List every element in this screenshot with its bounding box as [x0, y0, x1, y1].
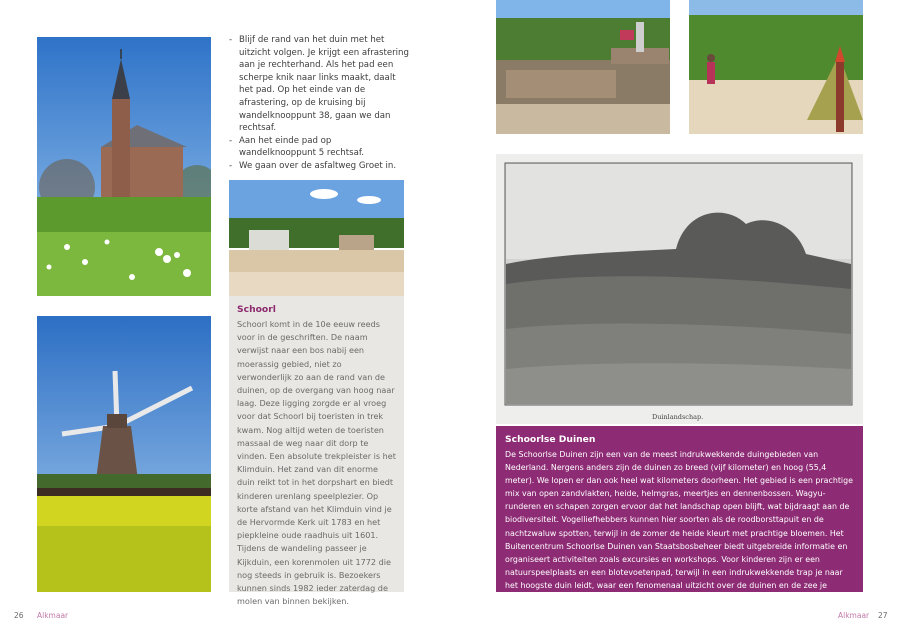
footer-label-left: Alkmaar	[37, 611, 69, 620]
dunes-title: Schoorlse Duinen	[505, 434, 596, 445]
schoorl-text: Schoorl komt in de 10e eeuw reeds voor in de geschriften. De naam verwijst naar een bos nabij een moerassig gebied, niet zo verwonderlijk zo aan de rand van de duinen, op de overgang van hoog naar laag. Deze ligging zorgde er al vroeg voor dat Schoorl bij toeristen in trek kwam. Nog altijd weten de toeristen massaal de weg naar dit dorp te vinden. Een absolute trekpleister is het Klimduin. Het zand van dit enorme duin reikt tot in het dorpshart en biedt kinderen urenlang speelplezier. Op korte afstand van het Klimduin vind je de Hervormde Kerk uit 1783 en het piepkleine oude raadhuis uit 1601. Tijdens de wandeling passeer je Kijkduin, een korenmolen uit 1772 die nog steeds in gebruik is. Bezoekers kunnen sinds 1982 ieder zaterdag de molen van binnen bekijken.	[237, 319, 396, 607]
playground-photo	[496, 0, 670, 134]
klimduin-photo	[229, 180, 404, 296]
direction-item: - We gaan over de asfaltweg Groet in.	[229, 160, 409, 173]
direction-list	[229, 34, 409, 173]
photo-caption: Duinlandschap.	[652, 413, 704, 421]
dunes-box	[496, 426, 863, 604]
dunes-text: De Schoorlse Duinen zijn een van de meest indrukwekkende duingebieden van Nederland. Nergens anders zijn de duinen zo breed (vijf kilometer) en hoog (55,4 meter). We lopen er dan ook heel wat kilometers doorheen. Het gebied is een prachtige mix van open zandvlakten, heide, helmgras, meertjes en dennenbossen. Wagyu-runderen en schapen zorgen ervoor dat het landschap open blijft, wat bijdraagt aan de biodiversiteit. Vogelliefhebbers kunnen hier soorten als de roodborsttapuit en de nachtzwaluw spotten, terwijl in de zomer de heide kleurt met prachtige bloemen. Het Buitencentrum Schoorlse Duinen van Staatsbosbeheer biedt uitgebreide informatie en organiseert activiteiten zoals excursies en workshops. Voor kinderen zijn er een natuurspeelplaats en een blotevoetenpad, terwijl in een indrukwekkende trap je naar het hoogste duin leidt, waar een fenomenaal uitzicht over de duinen en de zee je beloont.	[505, 450, 853, 604]
page-number-left: 26	[14, 611, 24, 620]
church-photo	[37, 37, 211, 296]
dune-trail-photo	[689, 0, 863, 134]
historic-dune-photo	[496, 154, 863, 424]
windmill-photo	[37, 316, 211, 592]
schoorl-title: Schoorl	[237, 304, 276, 315]
page-number-right: 27	[878, 611, 888, 620]
direction-item: - Aan het einde pad op wandelknooppunt 5 rechtsaf.	[229, 135, 409, 160]
schoorl-box	[229, 296, 404, 607]
footer-label-right: Alkmaar	[838, 611, 870, 620]
direction-item: - Blijf de rand van het duin met het uitzicht volgen. Je krijgt een afrastering aan je rechterhand. Als het pad een scherpe knik naar links maakt, daalt het pad. Op het einde van de afrastering, op de kruising bij wandelknooppunt 38, gaan we dan rechtsaf.	[229, 34, 409, 135]
